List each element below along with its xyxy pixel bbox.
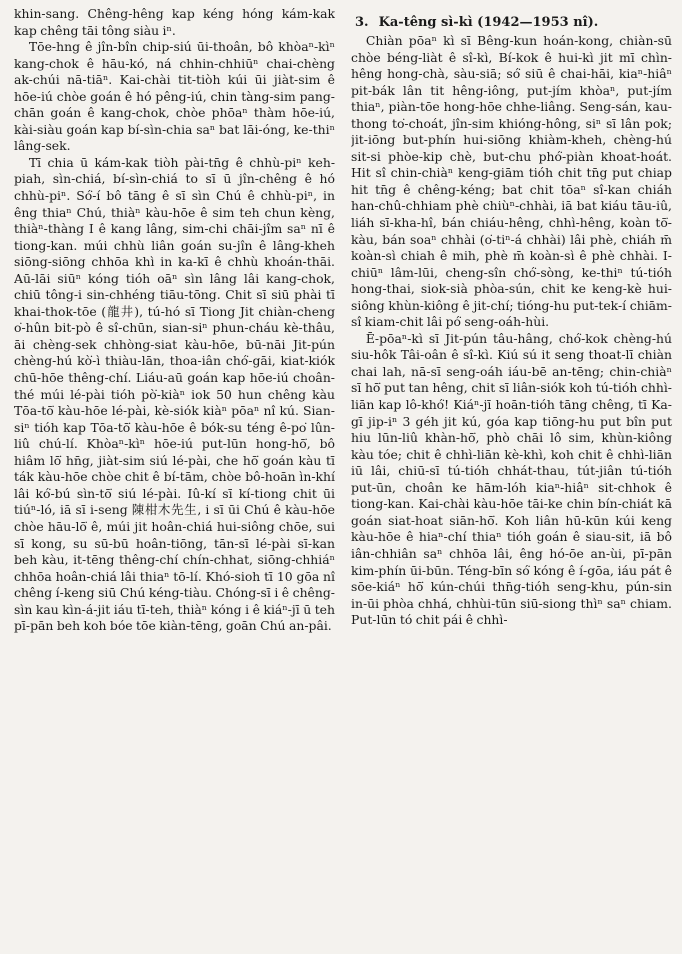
right-column: [351, 6, 672, 948]
paragraph: Tōe-hng ê jîn-bîn chip-siú ūi-thoân, bô khòaⁿ-kìⁿ kang-chok ê hāu-kó, ná chhin-chhiūⁿ chai-chèng ak-chúi nā-tiāⁿ. Kai-chài tit-tiòh kúi ūi jiàt-sim ê hōe-iú chòe goán ê hó pêng-iú, chin tàng-sim pang-chān goán ê kang-chok, chòe phōaⁿ thàm hōe-iú, kài-siàu goán kap bí-sìn-chia saⁿ bat lāi-óng, ke-thiⁿ lâng-sek.: [14, 39, 335, 154]
section-heading: [355, 14, 672, 31]
left-column: [14, 6, 335, 948]
paragraph: Ē-pōaⁿ-kì sī Jit-pún tâu-hâng, chó͘-kok chèng-hú siu-hôk Tâi-oân ê sî-kì. Kiú sú it seng thoat-lī chiàn chai lah, nā-sī seng-oáh iáu-bē an-tēng; chin-chiàⁿ sī hō͘ put tan hêng, chit sī liân-siók koh tú-tióh chhì-liān kap lô-khó͘! Kiáⁿ-jī hoān-tióh tāng chêng, tī Ka-gī jip-iⁿ 3 géh jit kú, góa kap tiōng-hu put bîn put hiu lūn-liû khàn-hō͘, phò chāi lô sim, khùn-kiông kàu tóe; chit ê chhì-liān kè-khì, koh chit ê chhì-liān iū lâi, chiū-sī tú-tióh chhát-thau, tút-jiân tú-tióh put-ūn, choân ke hām-lóh kiaⁿ-hiâⁿ sit-chhok ê tiong-kan. Kai-chài kàu-hōe tāi-ke chin bín-chiát kā goán siat-hoat siān-hō͘. Koh liân hū-kūn kúi keng kàu-hōe ê hiaⁿ-chí thiaⁿ tióh goán ê siau-sit, iā bô iân-chhiân saⁿ chhōa lâi, êng hó-ōe an-ùi, pī-pān kim-phín ūi-būn. Téng-bīn só͘ kóng ê í-gōa, iáu pát ê sōe-kiáⁿ hō͘ kún-chúi thn̄g-tióh seng-khu, pún-sin in-ūi phòa chhá, chhùi-tūn siū-siong thìⁿ saⁿ chiam. Put-lūn tó chit pái ê chhì-: [351, 330, 672, 628]
paragraph: Tī chia ū kám-kak tiòh pài-tn̄g ê chhù-piⁿ keh-piah, sìn-chiá, bí-sìn-chiá to sī ū jîn-chêng ê hó chhù-piⁿ. Só͘-í bô tāng ê sī sìn Chú ê chhù-piⁿ, in êng thiaⁿ Chú, thiàⁿ kàu-hōe ê sim teh chun kèng, thiàⁿ-thàng I ê kang lâng, sim-chi chāi-jîm saⁿ nī ê tiong-kan. múi chhù liân goán su-jîn ê lâng-kheh siōng-siōng chhōa khì in ka-kī ê chhù khoán-thāi. Aū-lāi siūⁿ kóng tióh oāⁿ sìn lâng lâi kang-chok, chiū tông-i sin-chhéng tiāu-tōng. Chit sī siū phài tī khai-thok-tōe (龍井), tú-hó sī Tiong Jit chiàn-cheng o͘-hûn bit-pò ê sî-chūn, sian-siⁿ phun-cháu kè-thâu, āi chèng-sek chhòng-siat kàu-hōe, bū-nāi Jit-pún chèng-hú kò͘-ì thiàu-lān, thoa-iân chó͘-gāi, kiat-kiók chū-hōe thêng-chí. Liáu-aū goán kap hōe-iú choân-thé múi lé-pài tióh pò͘-kiàⁿ iok 50 hun chêng kàu Tōa-tō͘ kàu-hōe lé-pài, kè-siók kiàⁿ pōaⁿ nî kú. Sian-siⁿ tióh kap Tōa-tō͘ kàu-hōe ê bók-su téng ê-po͘ lûn-liû chú-lí. Khòaⁿ-kìⁿ hōe-iú put-lūn hong-hō͘, bô hiâm lō͘ hn̄g, jiàt-sim siú lé-pài, che hō͘ goán kàu tī ták kàu-hōe chòe chit ê bí-tām, chòe bô-hoān ìn-khí lâi kó͘-bú sìn-tō͘ siú lé-pài. Iû-kí sī kí-tiong chit ūi tiúⁿ-ló, iā sī i-seng 陳柑木先生, i sī ūi Chú ê kàu-hōe chòe hāu-lō͘ ê, múi jit hoân-chiá hui-siông chōe, sui sī kong, su sū-bū hoân-tiōng, tān-sī lé-pài sī-kan beh kàu, it-tēng thêng-chí chín-chhat, siōng-chhiáⁿ chhōa hoân-chiá lâi thiaⁿ tō-lí. Khó-sioh tī 10 gōa nî chêng í-keng siū Chú kéng-tiàu. Chóng-sī i ê chêng-sìn kau kìn-á-jit iáu tī-teh, thiàⁿ kóng i ê kiáⁿ-jī ū teh pī-pān beh koh bóe tōe kiàn-tēng, goān Chú an-pâi.: [14, 154, 335, 634]
paragraph-continuation: khin-sang. Chêng-hêng kap kéng hóng kám-kak kap chêng tāi tông siàu iⁿ.: [14, 6, 335, 38]
paragraph: Chiàn pōaⁿ kì sī Bêng-kun hoán-kong, chiàn-sū chòe béng-liàt ê sî-kì, Bí-kok ê hui-kì jit mī chìn-hêng hong-chà, sàu-siā; só͘ siū ê chai-hāi, kiaⁿ-hiâⁿ pit-bák lân tit hêng-iông, put-jím khòaⁿ, put-jím thiaⁿ, piàn-tōe hong-hōe chhe-liâng. Seng-sán, kau-thong to͘-choát, jîn-sim khióng-hông, siⁿ sī lân pok; jit-iōng but-phín hui-siōng khiàm-kheh, chèng-hú sit-si phòe-kip chè, but-chu phó͘-piàn khoat-hoát. Hit sî chin-chiàⁿ keng-giām tióh chit tn̄g put chiap hit tn̄g ê chêng-kéng; bat chit tōaⁿ sî-kan chiáh han-chû-chhiam phè chiùⁿ-chhài, iā bat kiáu tāu-iû, liáh sī-kha-hî, bán chiáu-hêng, chhì-hêng, koàn tō͘-kàu, bán soaⁿ chhài (o͘-tiⁿ-á chhài) lâi phè, chiáh m̄ koàn-sì chiah ê mih, phè m̄ koàn-sì ê phè chhài. I-chiūⁿ lâm-lūi, cheng-sîn chó͘-sòng, ke-thiⁿ tú-tióh hong-thai, siok-sià phòa-sún, chit ke keng-kè hui-siông khùn-kiông ê jit-chí; tióng-hu put-tek-í chiām-sî kiam-chit lâi pó͘ seng-oáh-hùi.: [351, 33, 672, 330]
section-title: Ka-têng sì-kì (1942—1953 nî).: [378, 15, 599, 30]
section-number: 3.: [355, 15, 369, 30]
